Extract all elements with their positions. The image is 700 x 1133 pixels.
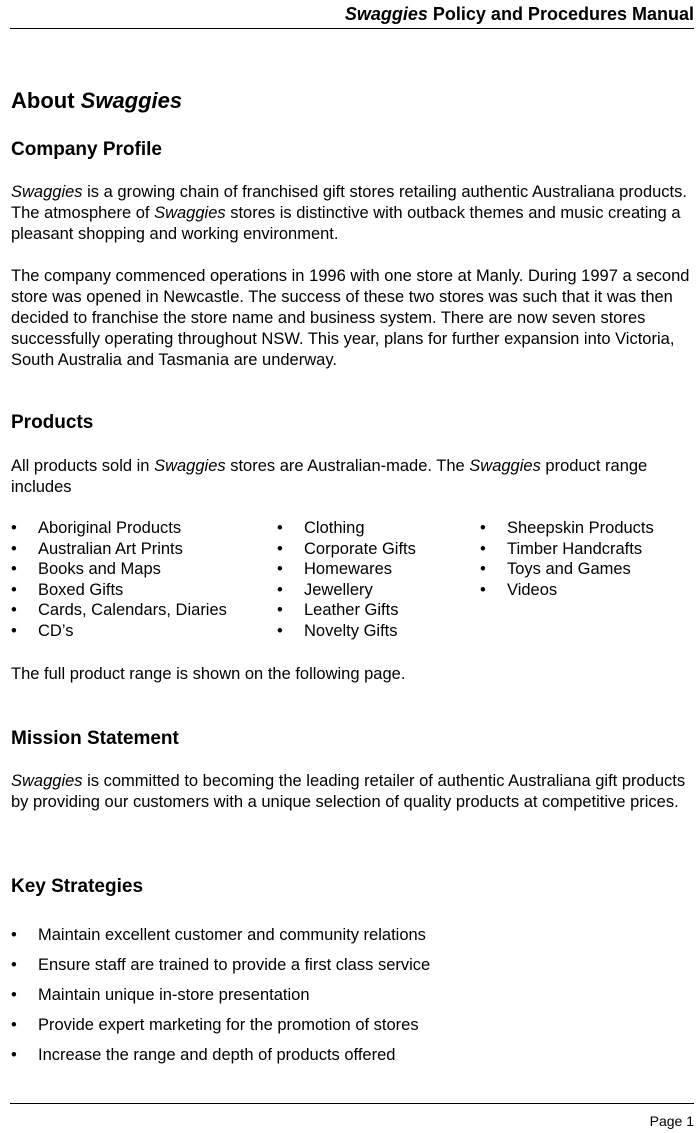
list-item: • Aboriginal Products [11, 518, 227, 539]
profile-text-a: is a growing chain of franchised gift stores retailing authentic Australiana products. The atmosphere of [11, 183, 687, 222]
list-item: • Ensure staff are trained to provide a first class service [11, 950, 430, 980]
list-item: • Books and Maps [11, 559, 227, 580]
profile-brand-2: Swaggies [154, 204, 226, 222]
company-profile-heading: Company Profile [11, 139, 162, 160]
mission-brand: Swaggies [11, 772, 83, 790]
list-item: • Clothing [277, 518, 416, 539]
about-heading-brand: Swaggies [80, 88, 183, 113]
page-footer [10, 1103, 694, 1129]
profile-text-b: stores is distinctive with outback themes and music creating a pleasant shopping and working environment. [11, 204, 681, 243]
list-item: • Maintain unique in-store presentation [11, 980, 430, 1010]
about-heading-prefix: About [11, 88, 81, 113]
list-item: • CD’s [11, 621, 227, 642]
list-item: • Jewellery [277, 580, 416, 601]
list-item: • Novelty Gifts [277, 621, 416, 642]
profile-brand: Swaggies [11, 183, 83, 201]
list-item: • Toys and Games [480, 559, 654, 580]
list-item: • Leather Gifts [277, 600, 416, 621]
list-item: • Timber Handcrafts [480, 539, 654, 560]
mission-heading: Mission Statement [11, 728, 179, 749]
key-strategies-heading: Key Strategies [11, 876, 144, 897]
list-item: • Sheepskin Products [480, 518, 654, 539]
list-item: • Provide expert marketing for the promotion of stores [11, 1010, 430, 1040]
profile-paragraph-1 [11, 182, 693, 245]
products-intro [11, 456, 693, 498]
list-item: • Increase the range and depth of products offered [11, 1040, 430, 1070]
products-intro-c: product range includes [11, 457, 648, 496]
profile-paragraph-2: The company commenced operations in 1996 with one store at Manly. During 1997 a second store was opened in Newcastle. The success of these two stores was such that it was then decided to franchise the store name and business system. There are now seven stores successfully operating throughout NSW. This year, plans for further expansion into Victoria, South Australia and Tasmania are underway. [11, 267, 690, 369]
products-column-2 [277, 518, 416, 642]
products-intro-brand-2: Swaggies [469, 457, 541, 475]
key-strategies-list [11, 920, 430, 1070]
list-item: • Boxed Gifts [11, 580, 227, 601]
list-item: • Cards, Calendars, Diaries [11, 600, 227, 621]
header-brand: Swaggies [344, 4, 428, 24]
list-item: • Corporate Gifts [277, 539, 416, 560]
products-outro: The full product range is shown on the following page. [11, 665, 406, 683]
products-intro-brand: Swaggies [154, 457, 226, 475]
mission-text: is committed to becoming the leading retailer of authentic Australiana gift products by providing our customers with a unique selection of quality products at competitive prices. [11, 772, 686, 811]
products-heading: Products [11, 412, 94, 433]
page-header [10, 0, 694, 29]
list-item: • Maintain excellent customer and community relations [11, 920, 430, 950]
list-item: • Videos [480, 580, 654, 601]
products-intro-b: stores are Australian-made. The [225, 457, 470, 475]
header-title: Policy and Procedures Manual [427, 4, 694, 24]
products-column-1 [11, 518, 227, 642]
page-number: Page 1 [649, 1113, 694, 1129]
about-heading [11, 88, 182, 114]
list-item: • Australian Art Prints [11, 539, 227, 560]
list-item: • Homewares [277, 559, 416, 580]
mission-paragraph [11, 771, 693, 813]
products-column-3 [480, 518, 654, 600]
products-intro-a: All products sold in [11, 457, 155, 475]
